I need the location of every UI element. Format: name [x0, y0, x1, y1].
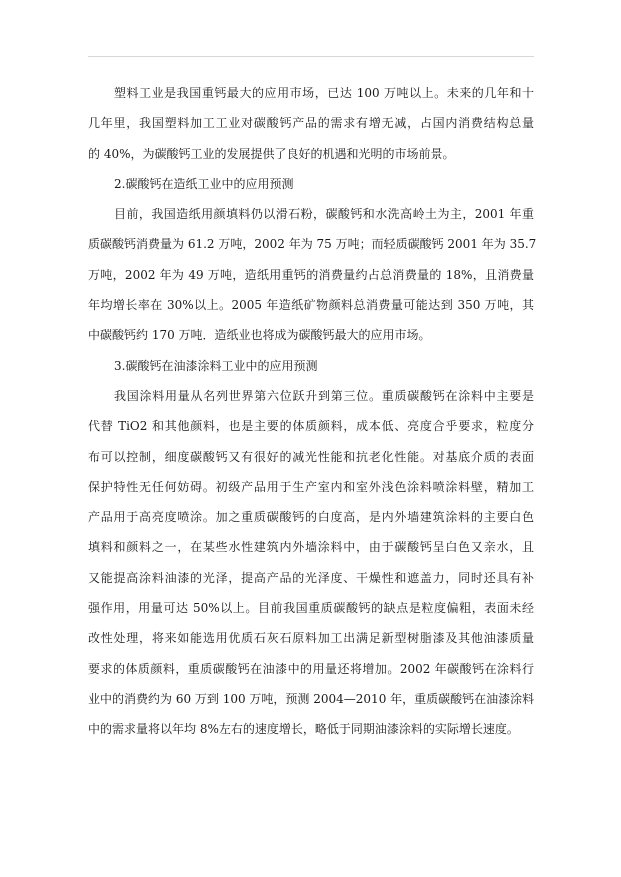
- text-line: 年均增长率在 30%以上。2005 年造纸矿物颜料总消费量可能达到 350 万吨，其: [88, 298, 534, 313]
- text-line: 万吨，2002 年为 49 万吨，造纸用重钙的消费量约占总消费量的 18%，且消费量: [88, 267, 534, 282]
- paragraph-papermaking: [88, 199, 537, 350]
- text-line: 我国涂料用量从名列世界第六位跃升到第三位。重质碳酸钙在涂料中主要是: [114, 388, 534, 403]
- text-line: 保护特性无任何妨碍。初级产品用于生产室内和室外浅色涂料喷涂料壁，精加工: [88, 479, 534, 494]
- text-line: 改性处理，将来如能选用优质石灰石原料加工出满足新型树脂漆及其他油漆质量: [88, 631, 534, 646]
- text-line: 质碳酸钙消费量为 61.2 万吨，2002 年为 75 万吨；而轻质碳酸钙 2001 年为 35.7: [88, 237, 537, 252]
- section-heading-coatings: 3.碳酸钙在油漆涂料工业中的应用预测: [114, 358, 318, 373]
- text-line: 要求的体质颜料，重质碳酸钙在油漆中的用量还将增加。2002 年碳酸钙在涂料行: [88, 661, 534, 676]
- paragraph-plastics: [88, 78, 534, 169]
- text-line: 中碳酸钙约 170 万吨．造纸业也将成为碳酸钙最大的应用市场。: [88, 328, 431, 343]
- text-line: 中的需求量将以年均 8%左右的速度增长，略低于同期油漆涂料的实际增长速度。: [88, 722, 519, 737]
- header-rule: [88, 56, 534, 57]
- section-heading-papermaking: 2.碳酸钙在造纸工业中的应用预测: [114, 176, 294, 191]
- text-line: 代替 TiO2 和其他颜料，也是主要的体质颜料，成本低、亮度合乎要求，粒度分: [88, 419, 534, 434]
- text-line: 强作用，用量可达 50%以上。目前我国重质碳酸钙的缺点是粒度偏粗，表面未经: [88, 601, 534, 616]
- text-line: 目前，我国造纸用颜填料仍以滑石粉，碳酸钙和水洗高岭土为主，2001 年重: [114, 207, 534, 222]
- text-line: 又能提高涂料油漆的光泽，提高产品的光泽度、干燥性和遮盖力，同时还具有补: [88, 570, 534, 585]
- paragraph-coatings: [88, 381, 534, 745]
- text-line: 产品用于高亮度喷涂。加之重质碳酸钙的白度高，是内外墙建筑涂料的主要白色: [88, 510, 534, 525]
- text-line: 业中的消费约为 60 万到 100 万吨，预测 2004—2010 年，重质碳酸钙在油漆涂料: [88, 691, 535, 706]
- text-line: 几年里，我国塑料加工工业对碳酸钙产品的需求有增无减，占国内消费结构总量: [88, 116, 534, 131]
- text-line: 塑料工业是我国重钙最大的应用市场，已达 100 万吨以上。未来的几年和十: [114, 86, 534, 100]
- document-body: [88, 78, 537, 745]
- text-line: 填料和颜料之一，在某些水性建筑内外墙涂料中，由于碳酸钙呈白色又亲水，且: [88, 540, 534, 555]
- text-line: 的 40%，为碳酸钙工业的发展提供了良好的机遇和光明的市场前景。: [88, 146, 455, 161]
- text-line: 布可以控制，细度碳酸钙又有很好的减光性能和抗老化性能。对基底介质的表面: [88, 449, 534, 464]
